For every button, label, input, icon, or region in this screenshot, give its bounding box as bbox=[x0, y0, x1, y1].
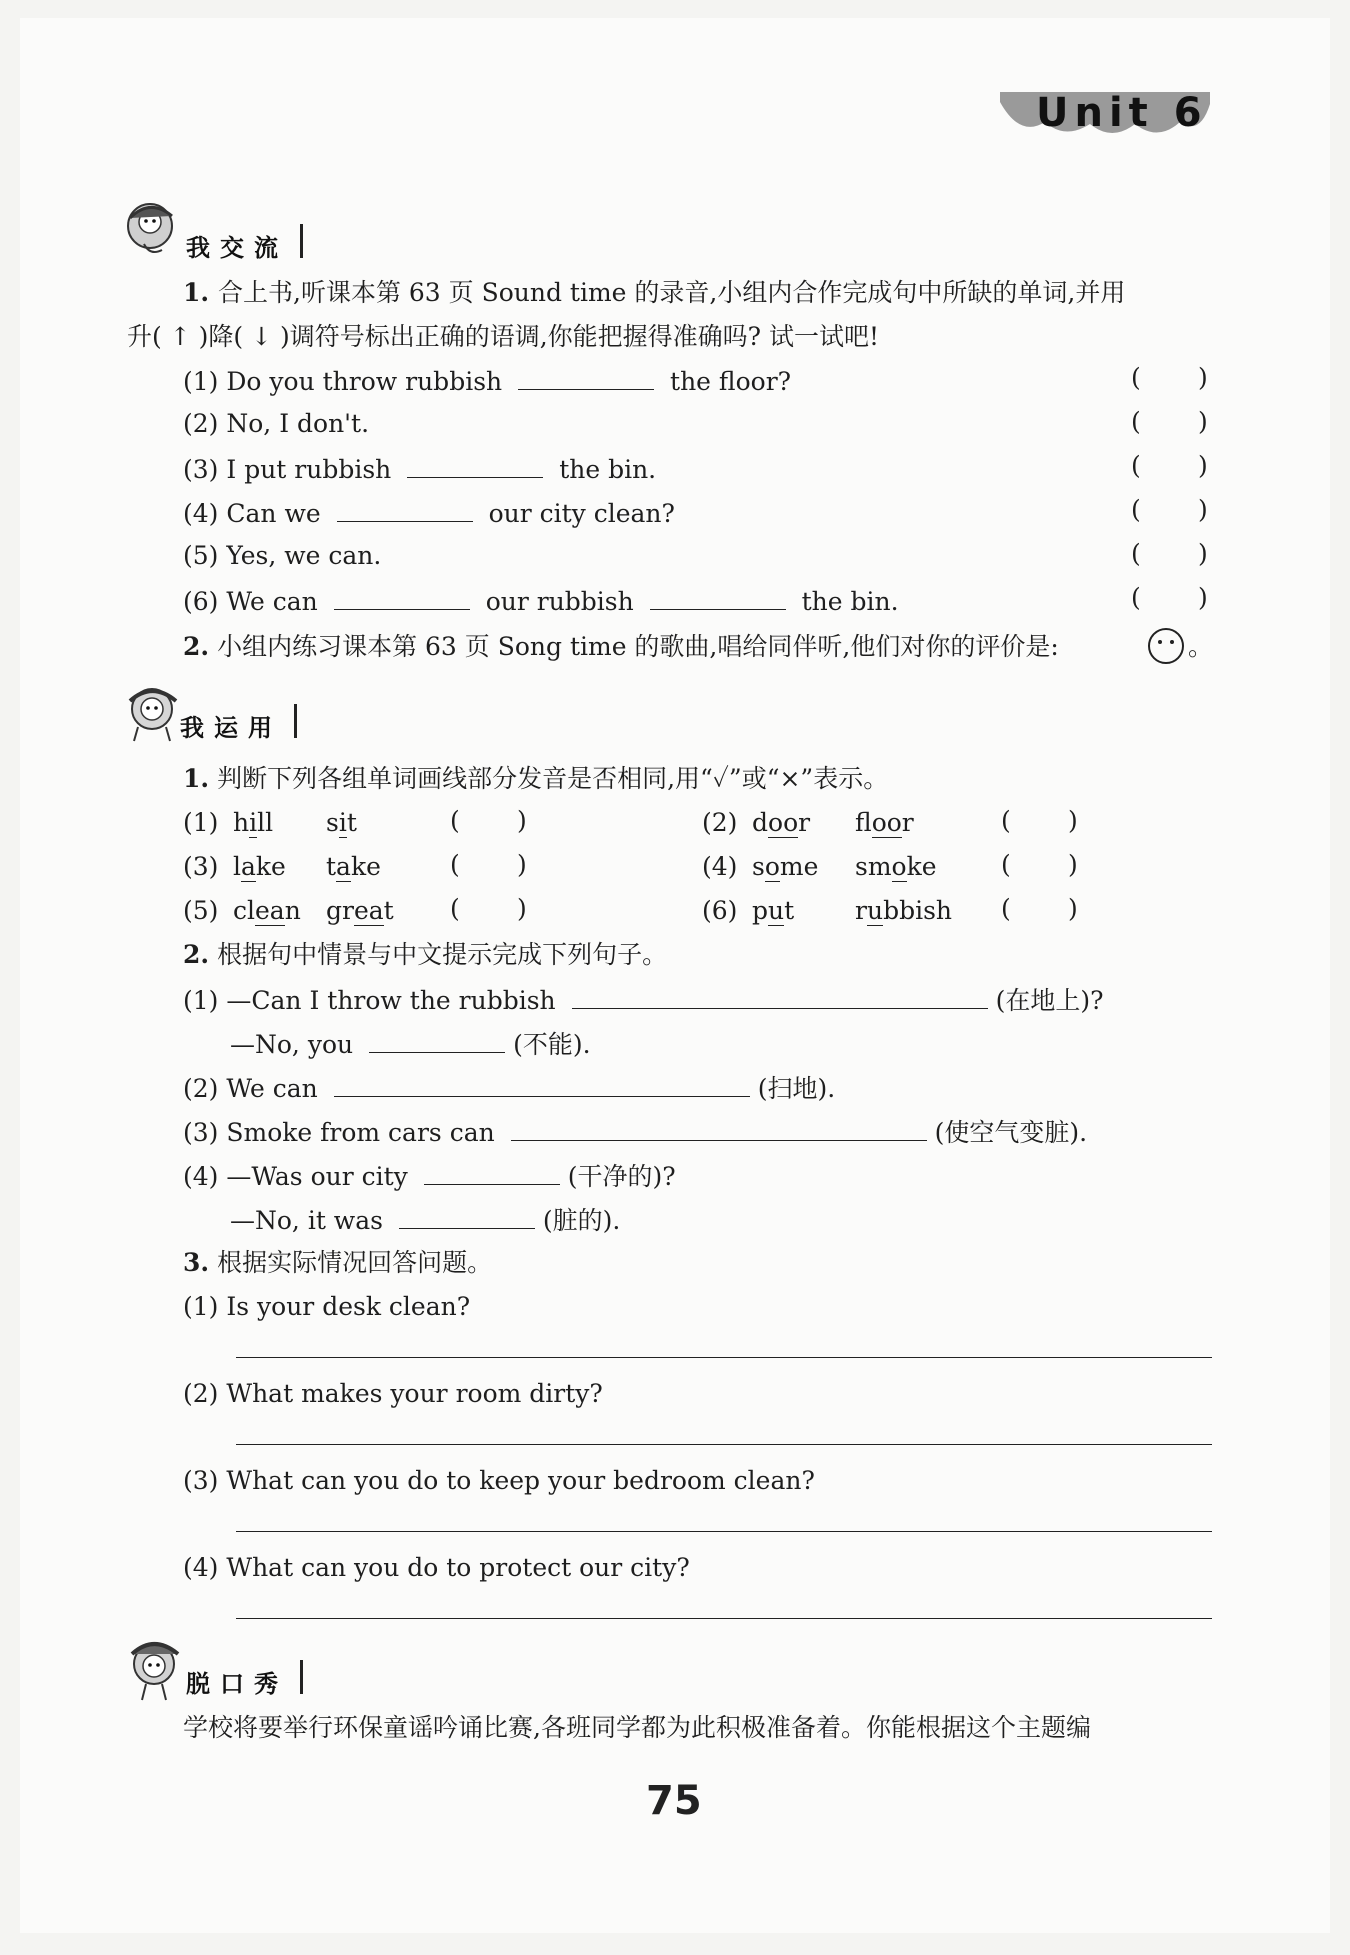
item-number: (1) bbox=[183, 986, 219, 1015]
use-q2-item-4b bbox=[230, 1202, 620, 1238]
answer-paren-open: ( bbox=[1131, 407, 1141, 436]
item-number: (2) bbox=[702, 808, 738, 837]
answer-paren-open: ( bbox=[450, 850, 460, 879]
item-number: (1) bbox=[183, 1292, 219, 1321]
q-num: 3. bbox=[183, 1248, 210, 1277]
word-2: rubbish bbox=[855, 896, 952, 925]
word-1: hill bbox=[233, 808, 274, 837]
smiley-face-icon bbox=[1146, 626, 1186, 666]
chinese-hint: (扫地). bbox=[757, 1074, 836, 1103]
page-number: 75 bbox=[646, 1778, 702, 1824]
show-prompt: 学校将要举行环保童谣吟诵比赛,各班同学都为此积极准备着。你能根据这个主题编 bbox=[183, 1713, 1091, 1742]
answer-paren-open: ( bbox=[450, 806, 460, 835]
mascot-girl-icon bbox=[124, 685, 182, 745]
question-text: What makes your room dirty? bbox=[226, 1379, 603, 1408]
answer-paren-close: ) bbox=[1198, 363, 1208, 392]
mascot-boy-icon bbox=[122, 200, 182, 260]
answer-blank[interactable] bbox=[650, 583, 786, 610]
answer-blank[interactable] bbox=[369, 1026, 505, 1053]
answer-paren-open: ( bbox=[1001, 894, 1011, 923]
word-2: take bbox=[326, 852, 381, 881]
chinese-hint: (干净的)? bbox=[567, 1162, 676, 1191]
word-pair-6 bbox=[702, 894, 952, 928]
item-number: (6) bbox=[702, 896, 738, 925]
item-number: (4) bbox=[183, 499, 219, 528]
use-q2-item-4a bbox=[183, 1158, 676, 1194]
talk-q1-instruction-line2: 升( ↑ )降( ↓ )调符号标出正确的语调,你能把握得准确吗? 试一试吧! bbox=[127, 322, 880, 351]
section-divider bbox=[300, 1660, 303, 1694]
chinese-hint: (脏的). bbox=[542, 1206, 621, 1235]
unit-title: Unit 6 bbox=[1036, 90, 1208, 136]
item-number: (6) bbox=[183, 587, 219, 616]
q-num: 1. bbox=[183, 764, 210, 793]
answer-line[interactable] bbox=[236, 1444, 1212, 1445]
item-number: (1) bbox=[183, 808, 219, 837]
item-number: (4) bbox=[183, 1553, 219, 1582]
talk-q1-number bbox=[183, 276, 209, 310]
use-q2-item-1a bbox=[183, 982, 1104, 1018]
section-title-use: 我运用 bbox=[180, 714, 282, 742]
talk-item-6 bbox=[183, 583, 899, 619]
answer-blank[interactable] bbox=[334, 1070, 750, 1097]
item-number: (3) bbox=[183, 1118, 219, 1147]
answer-blank[interactable] bbox=[407, 451, 543, 478]
answer-blank[interactable] bbox=[334, 583, 470, 610]
answer-paren-close: ) bbox=[1198, 539, 1208, 568]
q-text: 根据句中情景与中文提示完成下列句子。 bbox=[217, 940, 668, 969]
word-2: sit bbox=[326, 808, 357, 837]
question-text: What can you do to protect our city? bbox=[226, 1553, 690, 1582]
answer-blank[interactable] bbox=[399, 1202, 535, 1229]
answer-paren-open: ( bbox=[1131, 583, 1141, 612]
use-q3 bbox=[183, 1246, 492, 1280]
talk-q2-end: 。 bbox=[1188, 632, 1214, 661]
item-number: (4) bbox=[183, 1162, 219, 1191]
answer-blank[interactable] bbox=[572, 982, 988, 1009]
item-number: (3) bbox=[183, 852, 219, 881]
answer-paren-open: ( bbox=[1131, 495, 1141, 524]
use-q2 bbox=[183, 938, 667, 972]
item-number: (5) bbox=[183, 541, 219, 570]
item-text: —No, it was bbox=[230, 1206, 383, 1235]
answer-paren-close: ) bbox=[1198, 451, 1208, 480]
q-text: 小组内练习课本第 63 页 Song time 的歌曲,唱给同伴听,他们对你的评价是: bbox=[217, 632, 1059, 661]
item-text: Yes, we can. bbox=[226, 541, 382, 570]
q-num: 1. bbox=[183, 278, 210, 307]
item-number: (2) bbox=[183, 1379, 219, 1408]
answer-paren-close: ) bbox=[517, 894, 527, 923]
answer-paren-close: ) bbox=[1068, 850, 1078, 879]
item-text: the bin. bbox=[801, 587, 899, 616]
item-number: (4) bbox=[702, 852, 738, 881]
chinese-hint: (使空气变脏). bbox=[934, 1118, 1088, 1147]
talk-item-5 bbox=[183, 539, 381, 573]
q-text: 根据实际情况回答问题。 bbox=[217, 1248, 493, 1277]
use-q3-item-1 bbox=[183, 1290, 470, 1324]
answer-paren-open: ( bbox=[1131, 363, 1141, 392]
item-text: the floor? bbox=[670, 367, 792, 396]
item-text: Smoke from cars can bbox=[226, 1118, 495, 1147]
word-1: lake bbox=[233, 852, 286, 881]
talk-item-4 bbox=[183, 495, 675, 531]
question-text: What can you do to keep your bedroom clean? bbox=[226, 1466, 815, 1495]
item-text: We can bbox=[226, 587, 318, 616]
use-q3-item-3 bbox=[183, 1464, 815, 1498]
use-q2-item-1b bbox=[230, 1026, 591, 1062]
item-number: (3) bbox=[183, 455, 219, 484]
item-text: —No, you bbox=[230, 1030, 354, 1059]
answer-paren-open: ( bbox=[450, 894, 460, 923]
section-divider bbox=[300, 224, 303, 258]
answer-blank[interactable] bbox=[518, 363, 654, 390]
answer-blank[interactable] bbox=[337, 495, 473, 522]
item-text: our city clean? bbox=[488, 499, 675, 528]
answer-paren-close: ) bbox=[517, 850, 527, 879]
item-text: No, I don't. bbox=[226, 409, 370, 438]
answer-paren-close: ) bbox=[1068, 894, 1078, 923]
item-text: —Can I throw the rubbish bbox=[226, 986, 556, 1015]
word-pair-5 bbox=[183, 894, 394, 928]
answer-blank[interactable] bbox=[511, 1114, 927, 1141]
word-2: smoke bbox=[855, 852, 937, 881]
answer-line[interactable] bbox=[236, 1618, 1212, 1619]
answer-paren-open: ( bbox=[1001, 806, 1011, 835]
item-text: I put rubbish bbox=[226, 455, 392, 484]
talk-q2 bbox=[183, 630, 1059, 664]
item-number: (3) bbox=[183, 1466, 219, 1495]
word-1: some bbox=[752, 852, 819, 881]
use-q2-item-2 bbox=[183, 1070, 835, 1106]
word-2: great bbox=[326, 896, 394, 925]
use-q3-item-4 bbox=[183, 1551, 690, 1585]
section-divider bbox=[294, 704, 297, 738]
use-q2-item-3 bbox=[183, 1114, 1087, 1150]
mascot-kid-icon bbox=[126, 1640, 186, 1702]
talk-item-1 bbox=[183, 363, 791, 399]
answer-line[interactable] bbox=[236, 1531, 1212, 1532]
section-title-talk: 我交流 bbox=[186, 234, 288, 262]
item-text: —Was our city bbox=[226, 1162, 408, 1191]
item-number: (5) bbox=[183, 896, 219, 925]
word-pair-2 bbox=[702, 806, 914, 840]
answer-paren-open: ( bbox=[1001, 850, 1011, 879]
q-text: 判断下列各组单词画线部分发音是否相同,用“✓”或“×”表示。 bbox=[217, 764, 889, 793]
word-1: put bbox=[752, 896, 795, 925]
word-1: door bbox=[752, 808, 811, 837]
chinese-hint: (在地上)? bbox=[995, 986, 1104, 1015]
answer-paren-close: ) bbox=[517, 806, 527, 835]
section-title-show: 脱口秀 bbox=[186, 1670, 288, 1698]
word-2: floor bbox=[855, 808, 914, 837]
q-num: 2. bbox=[183, 632, 210, 661]
answer-paren-close: ) bbox=[1198, 583, 1208, 612]
q-num: 2. bbox=[183, 940, 210, 969]
talk-q1-instruction-line1: 合上书,听课本第 63 页 Sound time 的录音,小组内合作完成句中所缺的单词,并用 bbox=[218, 278, 1126, 307]
item-number: (2) bbox=[183, 409, 219, 438]
answer-paren-open: ( bbox=[1131, 451, 1141, 480]
answer-line[interactable] bbox=[236, 1357, 1212, 1358]
answer-paren-close: ) bbox=[1198, 495, 1208, 524]
item-text: Do you throw rubbish bbox=[226, 367, 503, 396]
use-q1 bbox=[183, 762, 888, 796]
use-q3-item-2 bbox=[183, 1377, 603, 1411]
answer-blank[interactable] bbox=[424, 1158, 560, 1185]
item-text: our rubbish bbox=[485, 587, 634, 616]
talk-item-2 bbox=[183, 407, 369, 441]
item-text: the bin. bbox=[559, 455, 657, 484]
word-pair-1 bbox=[183, 806, 357, 840]
talk-item-3 bbox=[183, 451, 656, 487]
item-text: Can we bbox=[226, 499, 321, 528]
answer-paren-open: ( bbox=[1131, 539, 1141, 568]
answer-paren-close: ) bbox=[1068, 806, 1078, 835]
word-pair-4 bbox=[702, 850, 937, 884]
answer-paren-close: ) bbox=[1198, 407, 1208, 436]
question-text: Is your desk clean? bbox=[226, 1292, 471, 1321]
item-text: We can bbox=[226, 1074, 318, 1103]
item-number: (1) bbox=[183, 367, 219, 396]
chinese-hint: (不能). bbox=[513, 1030, 591, 1059]
word-pair-3 bbox=[183, 850, 381, 884]
item-number: (2) bbox=[183, 1074, 219, 1103]
word-1: clean bbox=[233, 896, 301, 925]
